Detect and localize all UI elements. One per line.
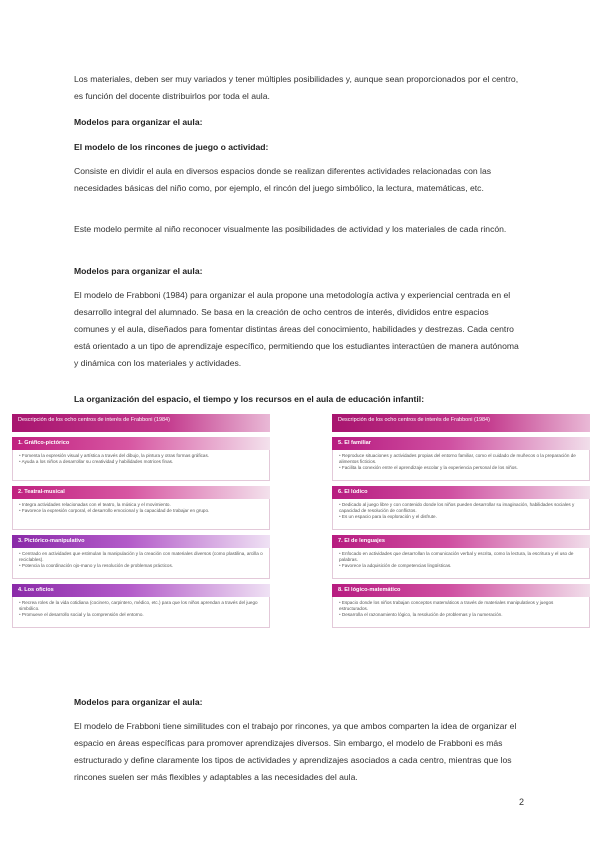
center-card-title: 1. Gráfico-pictórico (12, 437, 270, 450)
center-card-item: • Enfocado en actividades que desarrollan la comunicación verbal y escrita, como la lectura, la escritura y el uso de palabras. (339, 551, 583, 563)
center-card-title: 3. Pictórico-manipulativo (12, 535, 270, 548)
center-card-item: • Centrado en actividades que estimulan la manipulación y la creación con materiales diversos (como plastilina, arcilla o reciclables). (19, 551, 263, 563)
center-card (12, 486, 270, 530)
paragraph-frabboni: El modelo de Frabboni (1984) para organizar el aula propone una metodología activa y experiencial centrada en el desarrollo integral del alumnado. Se basa en la creación de ocho centros de interés, divididos entre espacios comunes y el aula, diseñados para fomentar distintas áreas del conocimiento, habilidades y destrezas. Cada centro está orientado a un tipo de aprendizaje específico, permitiendo que los estudiantes interactúen de manera autónoma y dinámica con los materiales y actividades. (74, 290, 519, 368)
center-card-title: 7. El de lenguajes (332, 535, 590, 548)
center-card-item: • Integra actividades relacionadas con el teatro, la música y el movimiento. (19, 502, 263, 508)
center-card-body (332, 450, 590, 481)
center-card (332, 486, 590, 530)
figure-caption: La organización del espacio, el tiempo y los recursos en el aula de educación infantil: (74, 394, 425, 404)
center-card (12, 584, 270, 628)
center-card-item: • Reproduce situaciones y actividades propias del entorno familiar, como el cuidado de muñecos o la preparación de alimentos ficticios. (339, 453, 583, 465)
center-card-item: • Facilita la conexión entre el aprendizaje escolar y la experiencia personal de los niños. (339, 465, 583, 471)
center-card (12, 535, 270, 579)
center-card-body (12, 450, 270, 481)
center-card-body (332, 548, 590, 579)
paragraph-comparison: El modelo de Frabboni tiene similitudes con el trabajo por rincones, ya que ambos comparten la idea de organizar el espacio en áreas específicas para promover aprendizajes diversos. Sin embargo, el modelo de Frabboni es más estructurado y define claramente los tipos de actividades y aprendizajes asociados a cada centro, mientras que los rincones suelen ser más flexibles y adaptables a las necesidades del aula. (74, 721, 517, 782)
center-card-item: • Promueve el desarrollo social y la comprensión del entorno. (19, 612, 263, 618)
center-card-body (12, 548, 270, 579)
center-card (332, 437, 590, 481)
paragraph-rincones: Consiste en dividir el aula en diversos espacios donde se realizan diferentes actividades relacionadas con las necesidades básicas del niño como, por ejemplo, el rincón del juego simbólico, la lectura, matemáticas, etc. (74, 166, 492, 193)
center-card (12, 437, 270, 481)
center-card-item: • Ayuda a los niños a desarrollar su creatividad y habilidades motrices finas. (19, 459, 263, 465)
center-card-item: • Desarrolla el razonamiento lógico, la resolución de problemas y la numeración. (339, 612, 583, 618)
paragraph-visual: Este modelo permite al niño reconocer visualmente las posibilidades de actividad y los materiales de cada rincón. (74, 224, 507, 234)
figure-left-column (12, 414, 270, 678)
center-card-title: 2. Teatral-musical (12, 486, 270, 499)
center-card-title: 4. Los oficios (12, 584, 270, 597)
center-card-title: 5. El familiar (332, 437, 590, 450)
figure-right-title: Descripción de los ocho centros de interés de Frabboni (1984) (332, 414, 590, 432)
center-card (332, 535, 590, 579)
page-number: 2 (519, 797, 525, 807)
frabboni-figure (6, 414, 596, 678)
center-card-item: • Es un espacio para la exploración y el disfrute. (339, 514, 583, 520)
figure-right-column (332, 414, 590, 678)
center-card-item: • Fomenta la expresión visual y artística a través del dibujo, la pintura y otras formas gráficas. (19, 453, 263, 459)
subheading-rincones: El modelo de los rincones de juego o actividad: (74, 142, 269, 152)
heading-models-2: Modelos para organizar el aula: (74, 266, 203, 276)
center-card-body (12, 499, 270, 530)
paragraph-materials: Los materiales, deben ser muy variados y tener múltiples posibilidades y, aunque sean proporcionados por el centro, es función del docente distribuirlos por toda el aula. (74, 74, 519, 101)
center-card-body (12, 597, 270, 628)
center-card-item: • Favorece la expresión corporal, el desarrollo emocional y la capacidad de trabajar en grupo. (19, 508, 263, 514)
center-card-body (332, 499, 590, 530)
center-card-item: • Recrea roles de la vida cotidiana (cocinero, carpintero, médico, etc.) para que los niños aprendan a través del juego simbólico. (19, 600, 263, 612)
center-card-item: • Potencia la coordinación ojo-mano y la resolución de problemas prácticos. (19, 563, 263, 569)
center-card-item: • Espacio donde los niños trabajan conceptos matemáticos a través de materiales manipulativos y juegos estructurados. (339, 600, 583, 612)
center-card-title: 8. El lógico-matemático (332, 584, 590, 597)
center-card-item: • Favorece la adquisición de competencias lingüísticas. (339, 563, 583, 569)
heading-models-3: Modelos para organizar el aula: (74, 697, 203, 707)
center-card-title: 6. El lúdico (332, 486, 590, 499)
center-card-body (332, 597, 590, 628)
center-card (332, 584, 590, 628)
heading-models-1: Modelos para organizar el aula: (74, 117, 203, 127)
center-card-item: • Dedicado al juego libre y con contenido donde los niños pueden desarrollar su imaginación, habilidades sociales y capacidad de resolución de conflictos. (339, 502, 583, 514)
figure-left-title: Descripción de los ocho centros de interés de Frabboni (1984) (12, 414, 270, 432)
